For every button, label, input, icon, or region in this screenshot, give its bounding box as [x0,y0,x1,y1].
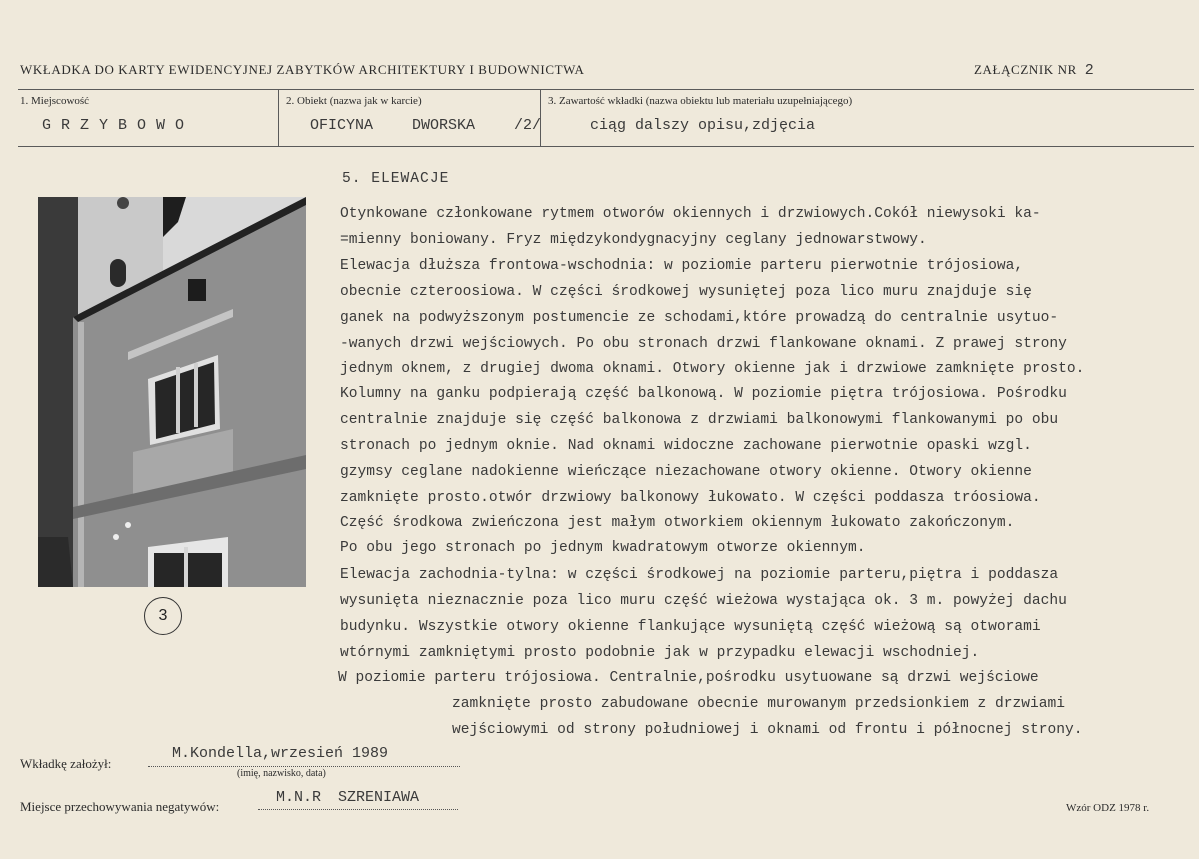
photo-number-badge: 3 [144,597,182,635]
author-label: Wkładkę założył: [20,756,112,771]
fields-bottom-rule [18,146,1194,147]
body-line: wtórnymi zamkniętymi prosto podobnie jak w przypadku elewacji wschodniej. [340,645,980,661]
body-line: budynku. Wszystkie otwory okienne flankujące wysuniętą część wieżową są otworami [340,619,1041,635]
locality-value: GRZYBOWO [42,117,195,134]
body-line: zamknięte prosto.otwór drzwiowy balkonowy łukowato. W części poddasza tróosiowa. [340,490,1041,506]
body-line: centralnie znajduje się część balkonowa z drzwiami balkonowymi flankowanymi po obu [340,412,1059,428]
building-photo [38,197,306,587]
section-heading: 5. ELEWACJE [342,171,450,187]
attachment-number: 2 [1084,62,1095,79]
body-line: wejściowymi od strony południowej i oknami od frontu i północnej strony. [452,722,1083,738]
contents-value: ciąg dalszy opisu,zdjęcia [590,117,816,134]
author-hint: (imię, nazwisko, data) [237,768,326,779]
storage-value: M.N.R SZRENIAWA [276,789,420,806]
body-line: gzymsy ceglane nadokienne wieńczące niezachowane otwory okienne. Otwory okienne [340,464,1032,480]
body-line: Elewacja zachodnia-tylna: w części środkowej na poziomie parteru,piętra i poddasza [340,567,1059,583]
body-line: Część środkowa zwieńczona jest małym otworkiem okiennym łukowato zakończonym. [340,515,1015,531]
body-line: Elewacja dłuższa frontowa-wschodnia: w poziomie parteru pierwotnie trójosiowa, [340,258,1024,274]
storage-label: Miejsce przechowywania negatywów: [20,799,220,814]
body-line: obecnie czteroosiowa. W części środkowej wysuniętej poza lico muru znajduje się [340,284,1032,300]
contents-label: 3. Zawartość wkładki (nazwa obiektu lub materiału uzupełniającego) [548,95,853,107]
body-line: wysunięta nieznacznie poza lico muru część wieżowa wystająca ok. 3 m. powyżej dachu [340,593,1067,609]
body-line: stronach po jednym oknie. Nad oknami widoczne zachowane pierwotnie opaski wzgl. [340,438,1032,454]
top-rule [18,89,1194,90]
locality-label: 1. Miejscowość [20,95,90,107]
body-line: Kolumny na ganku podpierają część balkonową. W poziomie piętra trójosiowa. Pośrodku [340,386,1067,402]
attachment-label-text: ZAŁĄCZNIK NR [974,62,1077,77]
form-code: Wzór ODZ 1978 r. [1066,802,1150,814]
storage-dotted-line [258,809,458,810]
body-line: -wanych drzwi wejściowych. Po obu stronach drzwi flankowane oknami. Z prawej strony [340,336,1067,352]
attachment-label [974,62,1094,79]
body-line: zamknięte prosto zabudowane obecnie murowanym przedsionkiem z drzwiami [452,696,1066,712]
body-line: W poziomie parteru trójosiowa. Centralnie,pośrodku usytuowane są drzwi wejściowe [338,670,1039,686]
building-photo-drawing [38,197,306,587]
body-line: Po obu jego stronach po jednym kwadratowym otworze okiennym. [340,540,866,556]
form-title: WKŁADKA DO KARTY EWIDENCYJNEJ ZABYTKÓW ARCHITEKTURY I BUDOWNICTWA [20,62,585,77]
body-line: ganek na podwyższonym postumencie ze schodami,które prowadzą do centralnie usytuo- [340,310,1059,326]
object-value: OFICYNA DWORSKA /2/ [310,117,542,134]
body-line: Otynkowane członkowane rytmem otworów okiennych i drzwiowych.Cokół niewysoki ka- [340,206,1041,222]
body-line: =mienny boniowany. Fryz międzykondygnacyjny ceglany jednowarstwowy. [340,232,927,248]
author-value: M.Kondella,wrzesień 1989 [172,745,389,762]
author-dotted-line [148,766,460,767]
field-divider-1 [278,89,279,147]
body-line: jednym oknem, z drugiej dwoma oknami. Otwory okienne jak i drzwiowe zamknięte prosto. [340,361,1085,377]
object-label: 2. Obiekt (nazwa jak w karcie) [286,95,422,107]
